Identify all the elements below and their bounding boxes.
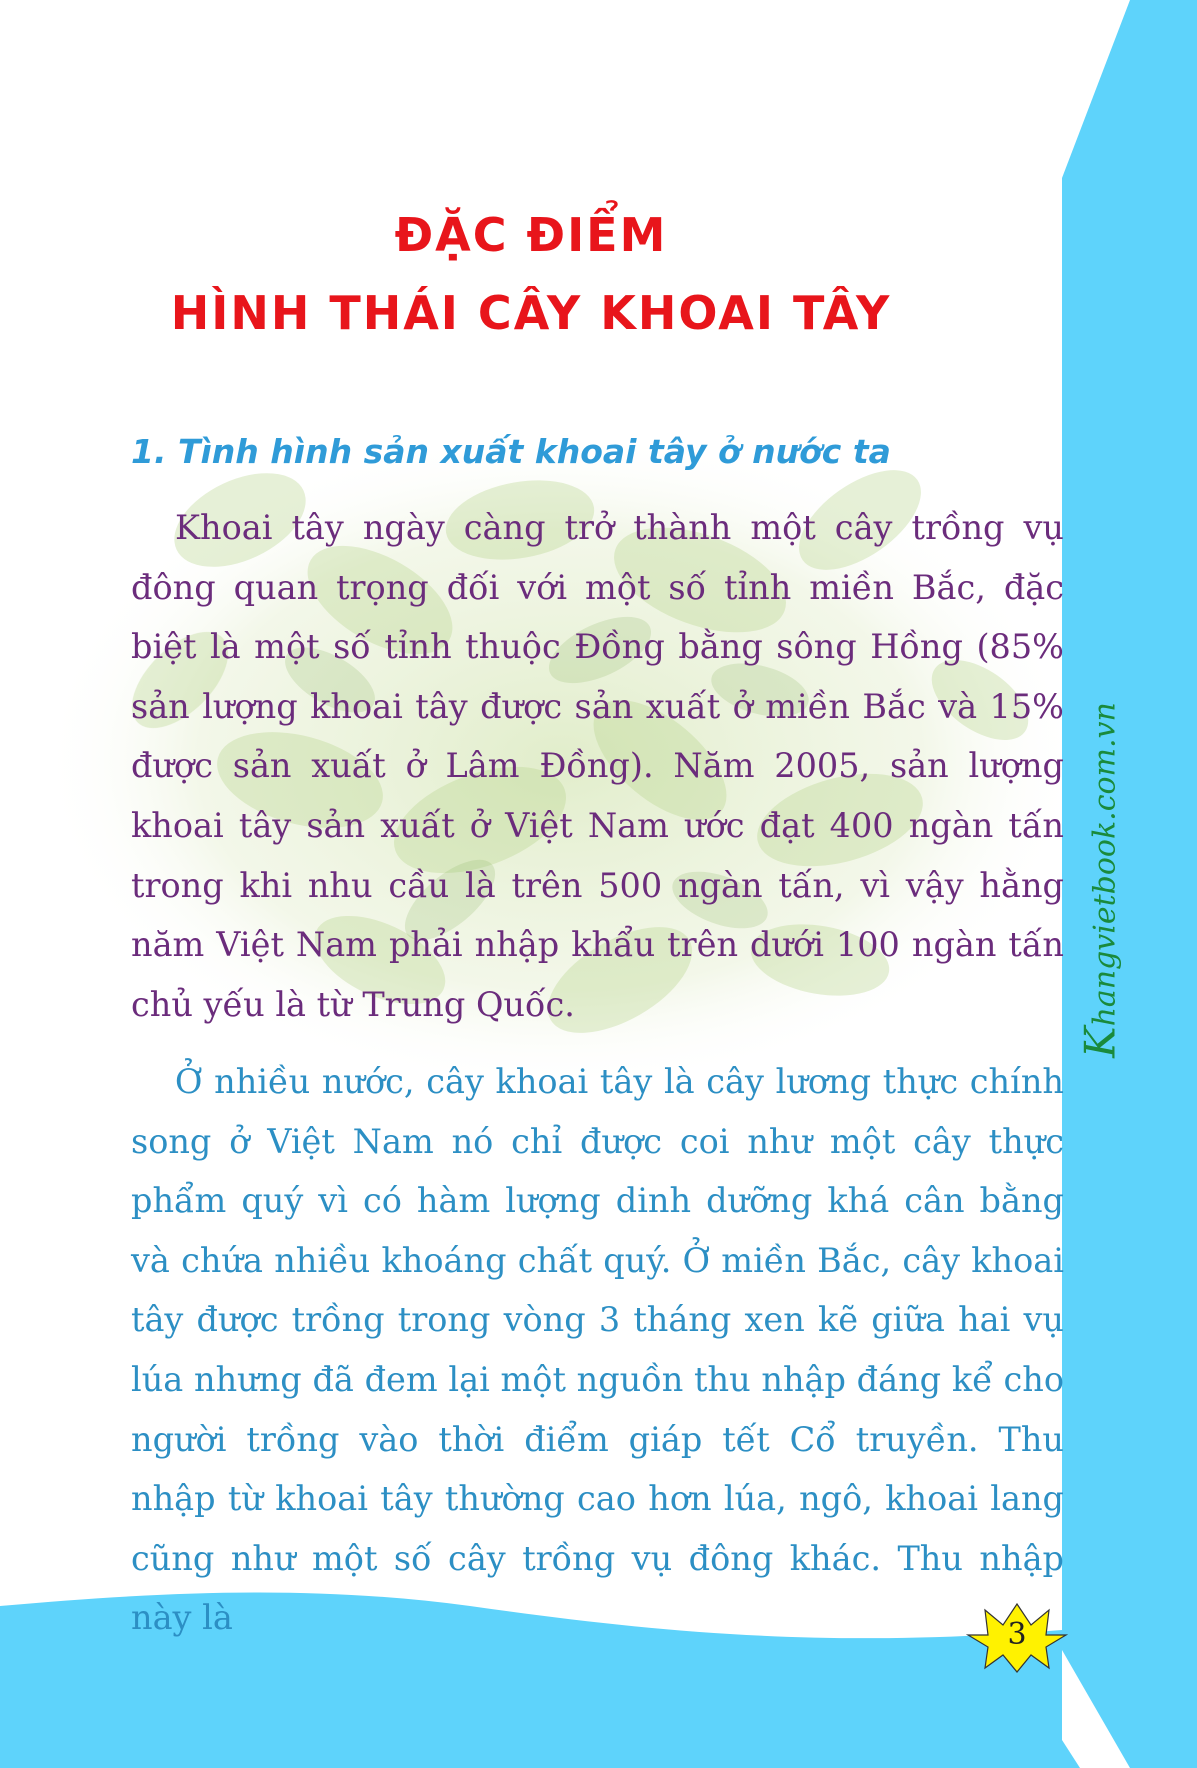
page-title	[0, 196, 1062, 352]
publisher-url-rest: hangvietbook.com.vn	[1087, 702, 1123, 1027]
publisher-url-initial: K	[1075, 1026, 1125, 1058]
page-title-line-1: ĐẶC ĐIỂM	[394, 208, 668, 262]
page-title-line-2: HÌNH THÁI CÂY KHOAI TÂY	[170, 286, 892, 340]
paragraph-2: Ở nhiều nước, cây khoai tây là cây lương thực chính song ở Việt Nam nó chỉ được coi như một cây thực phẩm quý vì có hàm lượng dinh dưỡng khá cân bằng và chứa nhiều khoáng chất quý. Ở miền Bắc, cây khoai tây được trồng trong vòng 3 tháng xen kẽ giữa hai vụ lúa nhưng đã đem lại một nguồn thu nhập đáng kể cho người trồng vào thời điểm giáp tết Cổ truyền. Thu nhập từ khoai tây thường cao hơn lúa, ngô, khoai lang cũng như một số cây trồng vụ đông khác. Thu nhập này là	[131, 1062, 1064, 1638]
paragraph-1: Khoai tây ngày càng trở thành một cây trồng vụ đông quan trọng đối với một số tỉnh miền Bắc, đặc biệt là một số tỉnh thuộc Đồng bằng sông Hồng (85% sản lượng khoai tây được sản xuất ở miền Bắc và 15% được sản xuất ở Lâm Đồng). Năm 2005, sản lượng khoai tây sản xuất ở Việt Nam ước đạt 400 ngàn tấn trong khi nhu cầu là trên 500 ngàn tấn, vì vậy hằng năm Việt Nam phải nhập khẩu trên dưới 100 ngàn tấn chủ yếu là từ Trung Quốc.	[131, 508, 1064, 1024]
publisher-url	[1076, 702, 1125, 1058]
section-heading: 1. Tình hình sản xuất khoai tây ở nước ta	[131, 432, 891, 471]
page-number: 3	[1007, 1617, 1027, 1652]
